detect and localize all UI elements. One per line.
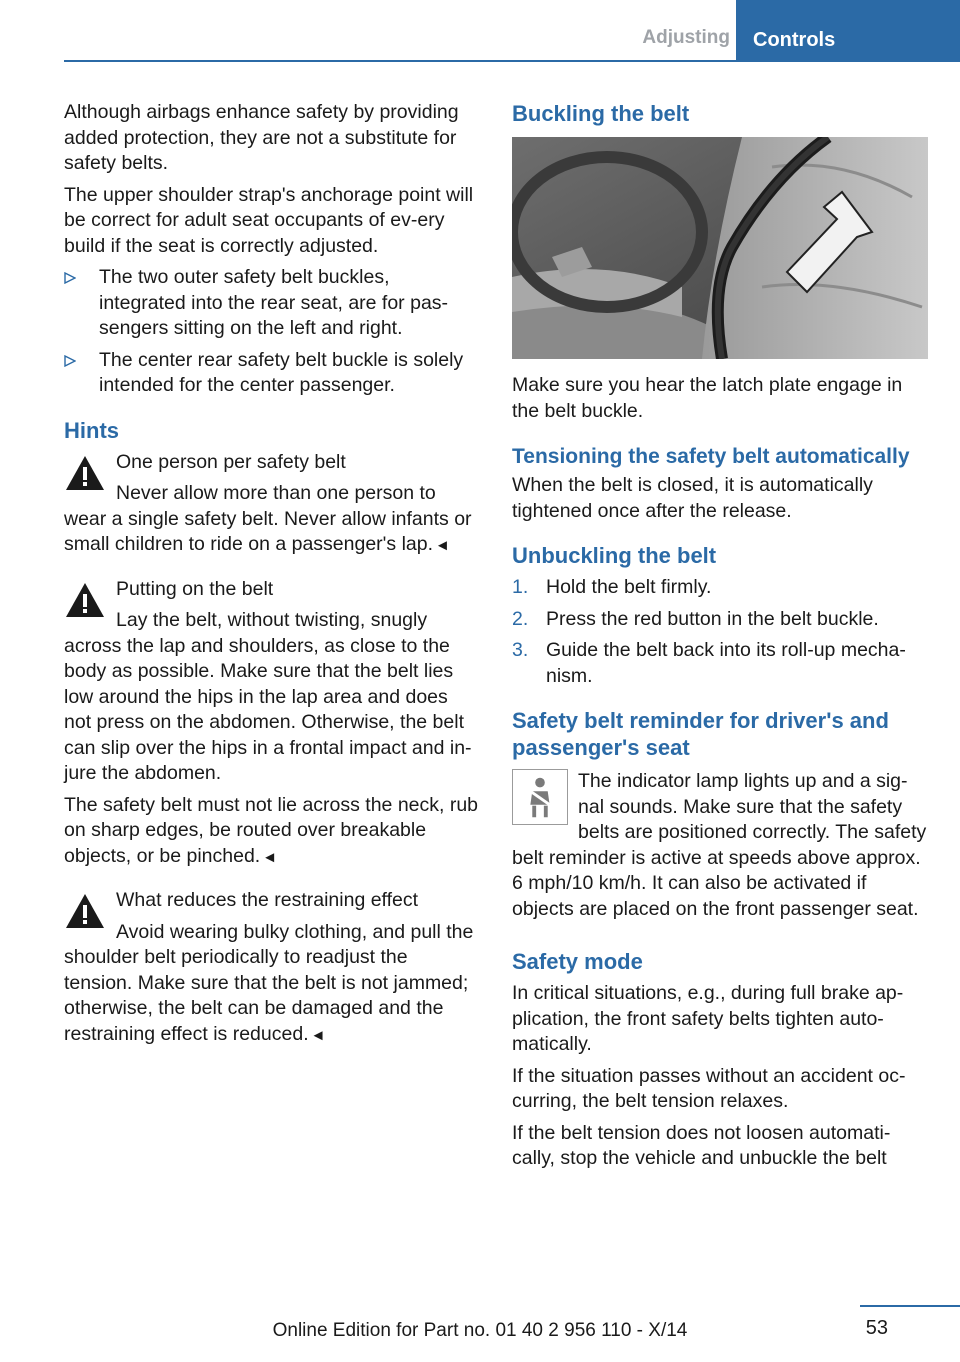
step-text: Press the red button in the belt buckle.: [546, 607, 879, 630]
reminder-block: [512, 769, 928, 922]
unbuckling-heading: Unbuckling the belt: [512, 543, 717, 568]
triangle-bullet-icon: [64, 265, 99, 342]
hints-heading: Hints: [64, 417, 119, 443]
warning-restraining-effect: [64, 888, 480, 1048]
step-text: Hold the belt firmly.: [546, 576, 712, 598]
buckling-heading: Buckling the belt: [512, 101, 690, 126]
step-item: [512, 575, 928, 601]
edition-footer: Online Edition for Part no. 01 40 2 956 110 - X/14: [272, 1320, 688, 1341]
belt-buckling-photo: [512, 137, 928, 359]
safety-mode-paragraph: In critical situations, e.g., during full brake ap-plication, the front safety belts tighten auto-matically.: [512, 982, 904, 1055]
warning-body: Lay the belt, without twisting, snugly across the lap and shoulders, as close to the body as possible. Make sure that the belt lies low around the hips in the lap area and does not press on the abdomen. Otherwise, the belt can slip over the hips in a frontal impact and in-jure the abdomen.: [64, 609, 472, 784]
step-item: [512, 607, 928, 633]
bullet-text: The center rear safety belt buckle is solely intended for the center passenger.: [99, 348, 464, 396]
footer-rule: [860, 1305, 960, 1307]
step-text: Guide the belt back into its roll-up mecha-nism.: [546, 639, 906, 687]
step-number: 3.: [512, 639, 529, 661]
end-mark: ◄: [262, 848, 278, 866]
page-number: 53: [865, 1317, 888, 1339]
bullet-item: [64, 265, 480, 342]
intro-paragraph-2: The upper shoulder strap's anchorage point will be correct for adult seat occupants of ev-ery build if the seat is correctly adjusted.: [64, 183, 474, 257]
header-chapter-tab: Controls: [736, 0, 960, 61]
warning-body-2: The safety belt must not lie across the neck, rub on sharp edges, be routed over breakable objects, or be pinched.: [64, 793, 479, 867]
tensioning-text: When the belt is closed, it is automatically tightened once after the release.: [512, 474, 873, 522]
warning-triangle-icon: [64, 890, 106, 932]
bullet-item: [64, 348, 480, 399]
safety-mode-heading: Safety mode: [512, 949, 643, 974]
warning-one-person: [64, 450, 480, 559]
step-number: 2.: [512, 607, 529, 630]
step-item: [512, 638, 928, 689]
safety-mode-paragraph: If the belt tension does not loosen automati-cally, stop the vehicle and unbuckle the belt: [512, 1121, 891, 1169]
tensioning-heading: Tensioning the safety belt automatically: [512, 445, 910, 468]
header-section-label: Adjusting: [642, 27, 730, 48]
warning-putting-on-belt: [64, 577, 480, 871]
warning-triangle-icon: [64, 452, 106, 494]
step-number: 1.: [512, 576, 529, 598]
bullet-text: The two outer safety belt buckles, integrated into the rear seat, are for pas-sengers sitting on the left and right.: [99, 266, 449, 339]
end-mark: ◄: [310, 1026, 326, 1044]
end-mark: ◄: [435, 537, 450, 554]
header-rule: [64, 60, 960, 62]
reminder-text: The indicator lamp lights up and a sig-nal sounds. Make sure that the safety belts are positioned correctly. The safety belt reminder is active at speeds above approx. 6 mph/10 km/h. It can also be activated if objects are placed on the front passenger seat.: [512, 770, 927, 920]
warning-title: What reduces the restraining effect: [116, 889, 419, 911]
triangle-bullet-icon: [64, 348, 99, 399]
buckling-text: Make sure you hear the latch plate engage in the belt buckle.: [512, 374, 903, 422]
right-column: [512, 100, 928, 1178]
left-column: [64, 100, 480, 1058]
warning-title: Putting on the belt: [116, 577, 274, 600]
safety-mode-paragraph: If the situation passes without an accident oc-curring, the belt tension relaxes.: [512, 1064, 906, 1112]
warning-triangle-icon: [64, 579, 106, 621]
warning-body: Never allow more than one person to wear a single safety belt. Never allow infants or small children to ride on a passenger's lap.: [64, 482, 472, 555]
warning-title: One person per safety belt: [116, 450, 346, 473]
reminder-heading: Safety belt reminder for driver's and passenger's seat: [512, 708, 889, 760]
warning-body: Avoid wearing bulky clothing, and pull the shoulder belt periodically to readjust the tension. Make sure that the belt is not jammed; otherwise, the belt can be damaged and the restraining effect is reduced.: [64, 920, 474, 1045]
seatbelt-indicator-icon: [512, 769, 568, 825]
intro-paragraph-1: Although airbags enhance safety by providing added protection, they are not a substitute for safety belts.: [64, 101, 459, 174]
